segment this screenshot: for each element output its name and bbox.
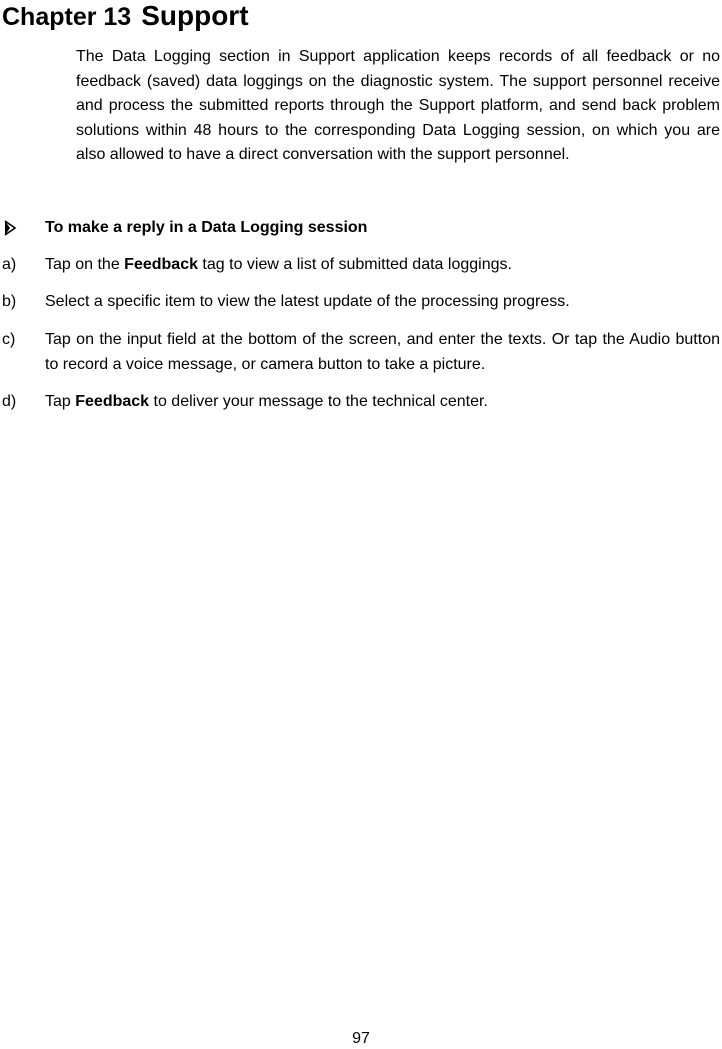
step-marker: b) bbox=[2, 293, 17, 310]
step-text: Tap on the Feedback tag to view a list of submitted data loggings. bbox=[45, 256, 512, 273]
procedure-title: To make a reply in a Data Logging session bbox=[45, 219, 368, 236]
arrow-bullet-icon bbox=[2, 219, 18, 237]
step-marker: d) bbox=[2, 393, 17, 410]
step-marker: c) bbox=[2, 331, 16, 348]
chapter-heading bbox=[2, 0, 249, 37]
step-marker: a) bbox=[2, 256, 17, 273]
feedback-keyword: Feedback bbox=[124, 256, 198, 273]
feedback-keyword: Feedback bbox=[75, 393, 150, 410]
chapter-title: Support bbox=[141, 0, 249, 31]
step-text: Select a specific item to view the latest update of the processing progress. bbox=[45, 293, 570, 310]
intro-paragraph: The Data Logging section in Support application keeps records of all feedback or no feedback (saved) data loggings on the diagnostic system. The support personnel receive and process the submitted reports through the Support platform, and send back problem solutions within 48 hours to the corresponding Data Logging session, on which you are also allowed to have a direct conversation with the support personnel. bbox=[76, 48, 720, 164]
page-number: 97 bbox=[352, 1030, 370, 1047]
chapter-label: Chapter 13 bbox=[2, 3, 132, 31]
step-text: Tap Feedback to deliver your message to the technical center. bbox=[45, 393, 488, 410]
procedure-heading bbox=[0, 216, 722, 240]
step-text: Tap on the input field at the bottom of the screen, and enter the texts. Or tap the Audio button to record a voice message, or camera button to take a picture. bbox=[45, 331, 720, 373]
